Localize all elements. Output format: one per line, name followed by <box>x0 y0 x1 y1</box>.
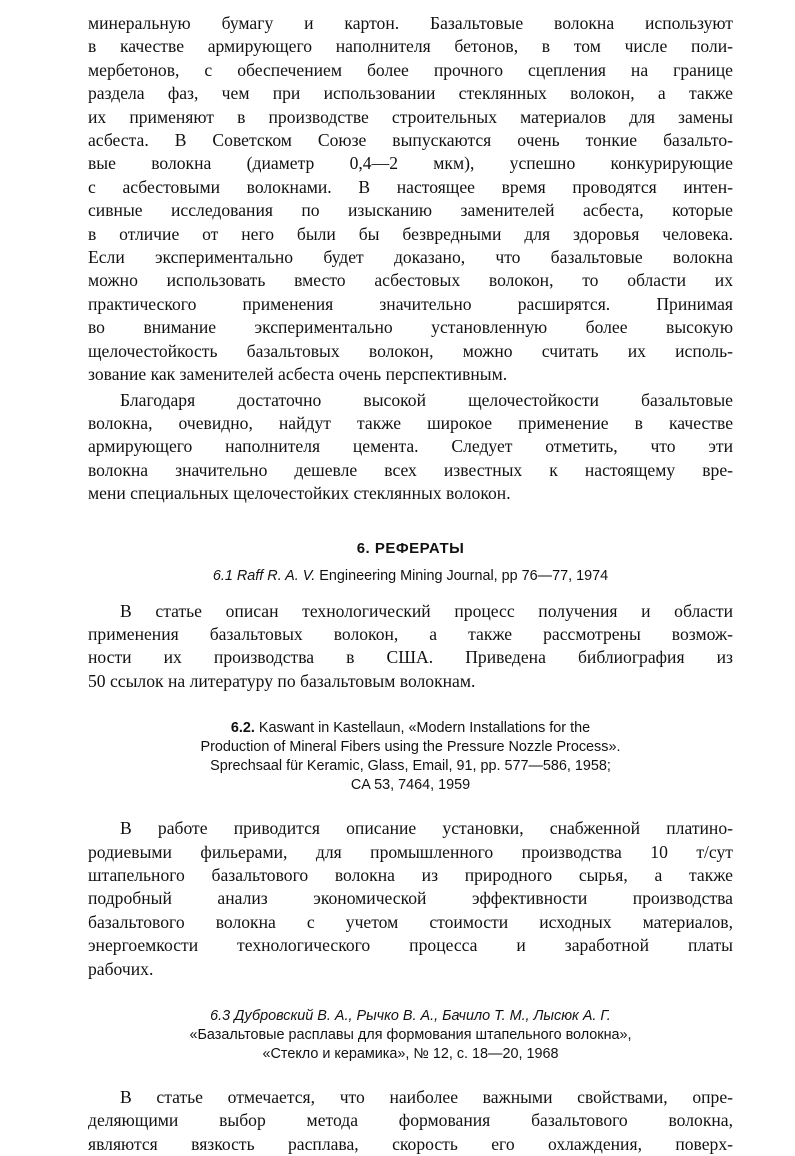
reference-6-2 <box>88 719 733 795</box>
reference-authors: Дубровский В. А., Рычко В. А., Бачило Т. М., Лысюк А. Г. <box>234 1008 611 1024</box>
text-line: деляющими выбор метода формования базальтового волокна, <box>88 1110 733 1131</box>
reference-source: Engineering Mining Journal, pp 76—77, 1974 <box>319 567 609 584</box>
section-heading: 6. РЕФЕРАТЫ <box>356 539 465 557</box>
reference-line: CA 53, 7464, 1959 <box>350 777 471 794</box>
reference-line: «Стекло и керамика», № 12, с. 18—20, 1968 <box>262 1046 559 1062</box>
reference-number: 6.1 <box>212 567 233 584</box>
text-line: минеральную бумагу и картон. Базальтовые волокна используют <box>88 13 733 33</box>
reference-line: «Базальтовые расплавы для формования штапельного волокна», <box>189 1027 632 1043</box>
paragraph-3 <box>88 600 733 694</box>
text-line: ности их производства в США. Приведена библиография из <box>88 647 733 668</box>
text-line: сивные исследования по изысканию заменителей асбеста, которые <box>88 200 733 221</box>
text-line: можно использовать вместо асбестовых волокон, то области их <box>88 270 733 291</box>
paragraph-1 <box>88 12 733 387</box>
text-line: асбеста. В Советском Союзе выпускаются очень тонкие базальто- <box>88 130 733 151</box>
text-line: раздела фаз, чем при использовании стеклянных волокон, а также <box>88 83 733 104</box>
text-line: штапельного базальтового волокна из природного сырья, а также <box>88 864 733 885</box>
text-line: армирующего наполнителя цемента. Следует отметить, что эти <box>88 436 733 457</box>
text-line: мербетонов, с обеспечением более прочного сцепления на границе <box>88 59 733 80</box>
reference-number: 6.3 <box>210 1008 231 1024</box>
text-line: 50 ссылок на литературу по базальтовым волокнам. <box>88 670 476 691</box>
paragraph-2 <box>88 389 733 506</box>
text-line: вые волокна (диаметр 0,4—2 мкм), успешно конкурирующие <box>88 153 733 174</box>
text-line: базальтового волокна с учетом стоимости исходных материалов, <box>88 911 733 932</box>
text-line: Если экспериментально будет доказано, что базальтовые волокна <box>88 247 733 268</box>
paragraph-4 <box>88 817 733 981</box>
text-line: являются вязкость расплава, скорость его охлаждения, поверх- <box>88 1133 733 1154</box>
reference-number: 6.2. <box>230 720 255 737</box>
reference-6-3 <box>88 1007 733 1064</box>
text-line: волокна значительно дешевле всех известных к настоящему вре- <box>88 459 733 480</box>
text-line: щелочестойкость базальтовых волокон, можно считать их исполь- <box>88 340 733 361</box>
text-line: подробный анализ экономической эффективности производства <box>88 888 733 909</box>
text-line: в отличие от него были бы безвредными для здоровья человека. <box>88 223 733 244</box>
text-line: их применяют в производстве строительных материалов для замены <box>88 106 733 127</box>
text-line: энергоемкости технологического процесса и заработной платы <box>88 935 733 956</box>
text-line: практического применения значительно расширятся. Принимая <box>88 293 733 314</box>
text-line: В статье отмечается, что наиболее важными свойствами, опре- <box>120 1087 733 1107</box>
reference-authors: Raff R. A. V. <box>236 567 316 584</box>
text-line: В статье описан технологический процесс получения и области <box>120 600 733 621</box>
reference-line: Kaswant in Kastellaun, «Modern Installations for the <box>258 720 591 737</box>
text-line: волокна, очевидно, найдут также широкое применение в качестве <box>88 412 733 433</box>
text-line: с асбестовыми волокнами. В настоящее время проводятся интен- <box>88 176 733 197</box>
reference-line: Production of Mineral Fibers using the Pressure Nozzle Process». <box>200 739 621 756</box>
text-line: рабочих. <box>88 958 154 979</box>
text-line: во внимание экспериментально установленную более высокую <box>88 317 733 338</box>
text-line: Благодаря достаточно высокой щелочестойкости базальтовые <box>120 389 733 410</box>
reference-6-1 <box>88 567 733 586</box>
text-line: в качестве армирующего наполнителя бетонов, в том числе поли- <box>88 36 733 57</box>
paragraph-5 <box>88 1086 733 1156</box>
text-line: родиевыми фильерами, для промышленного производства 10 т/сут <box>88 841 733 862</box>
text-line: зование как заменителей асбеста очень перспективным. <box>88 364 508 385</box>
text-line: В работе приводится описание установки, снабженной платино- <box>120 818 733 839</box>
reference-line: Sprechsaal für Keramic, Glass, Email, 91, pp. 577—586, 1958; <box>210 758 611 775</box>
text-line: мени специальных щелочестойких стеклянных волокон. <box>88 483 511 504</box>
text-line: применения базальтовых волокон, а также рассмотрены возмож- <box>88 623 733 644</box>
